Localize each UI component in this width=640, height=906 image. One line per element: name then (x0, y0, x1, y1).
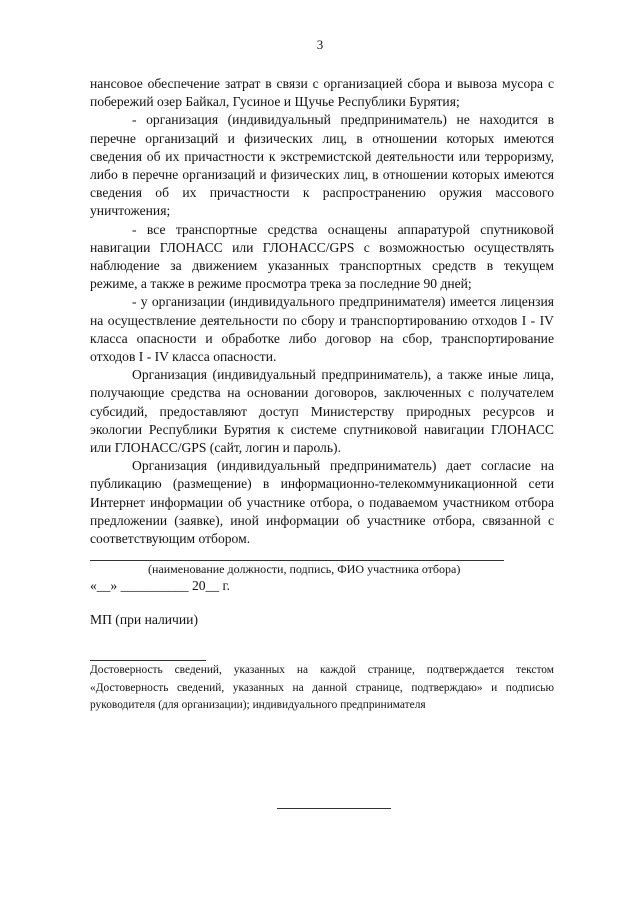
paragraph-funding-continuation: нансовое обеспечение затрат в связи с организацией сбора и вывоза мусора с побережий озер Байкал, Гусиное и Щучье Республики Бурятия; (90, 76, 554, 110)
body-text (90, 75, 554, 548)
footnote: Достоверность сведений, указанных на каждой странице, подтверждается текстом «Достоверность сведений, указанных на данной странице, подтверждаю» и подписью руководителя (для организации); индивидуального предпринимателя (90, 664, 554, 711)
paragraph-publication-consent: Организация (индивидуальный предприниматель) дает согласие на публикацию (размещение) в информационно-телекоммуникационной сети Интернет информации об участнике отбора, о подаваемом участником отбора предложении (заявке), иной информации об участнике отбора, связанной с соответствующим отбором. (90, 458, 554, 547)
stamp-note: МП (при наличии) (90, 612, 198, 627)
paragraph-glonass-access: Организация (индивидуальный предприниматель), а также иные лица, получающие средства на основании договоров, заключенных с получателем субсидий, предоставляют доступ Министерству природных ресурсов и экологии Республики Бурятия к системе спутниковой навигации ГЛОНАСС или ГЛОНАСС/GPS (сайт, логин и пароль). (90, 367, 554, 456)
paragraph-not-in-extremism-list: - организация (индивидуальный предприниматель) не находится в перечне организаций и физических лиц, в отношении которых имеются сведения об их причастности к экстремистской деятельности или терроризму, либо в перечне организаций и физических лиц, в отношении которых имеются сведения об их причастности к распространению оружия массового уничтожения; (90, 112, 554, 219)
signature-caption: (наименование должности, подпись, ФИО участника отбора) (148, 562, 461, 576)
paragraph-glonass-equipment: - все транспортные средства оснащены аппаратурой спутниковой навигации ГЛОНАСС или ГЛОНАСС/GPS с возможностью осуществлять наблюдение за движением указанных транспортных средств в текущем режиме, а также в режиме просмотра трека за последние 90 дней; (90, 221, 554, 292)
bottom-rule (277, 808, 391, 809)
paragraph-waste-license: - у организации (индивидуального предпринимателя) имеется лицензия на осуществление деятельности по сбору и транспортированию отходов I - IV класса опасности и обработке либо договор на сбор, транспортирование отходов I - IV класса опасности. (90, 294, 554, 365)
footnote-rule (90, 660, 206, 661)
page-number: 3 (316, 37, 324, 52)
date-line: «__» __________ 20__ г. (90, 578, 230, 593)
